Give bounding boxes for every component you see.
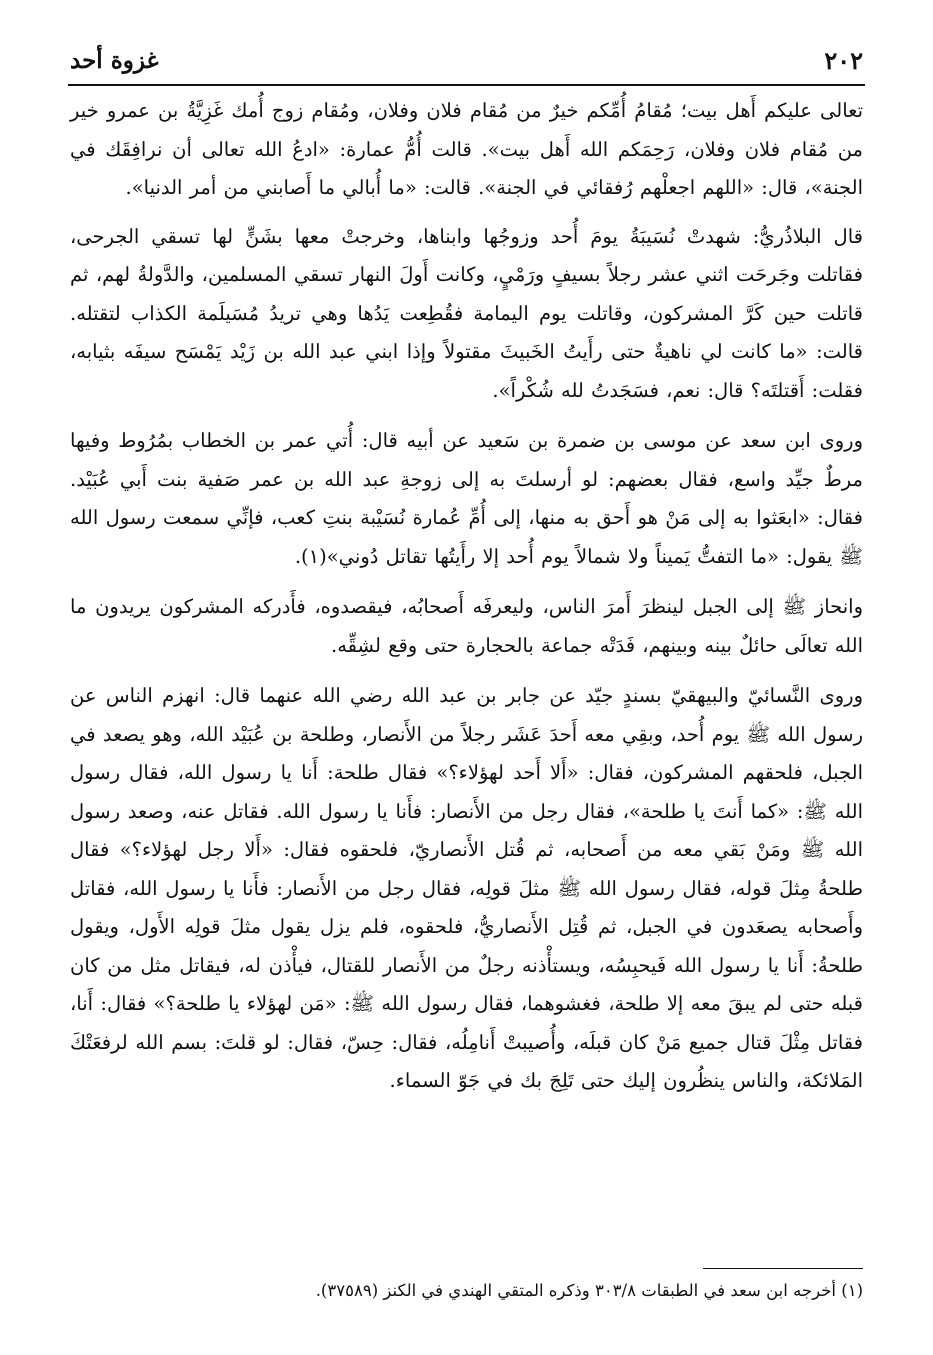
header-rule [68,84,865,86]
paragraph-nasai: وروى النَّسائيّ والبيهقيّ بسندٍ جيّد عن جابر بن عبد الله رضي الله عنهما قال: انهزم الناس عن رسول الله ﷺ يوم أُحد، وبقِي معه أَحدَ عَشَر رجلاً من الأَنصار، وطلحة بن عُبَيْد الله، وهو يصعد في الجبل، فلحقهم المشركون، فقال: «أَلا أَحد لهؤلاء؟» فقال طلحة: أَنا يا رسول الله، فقال رسول الله ﷺ: «كما أَنتَ يا طلحة»، فقال رجل من الأَنصار: فأَنا يا رسول الله. فقاتل عنه، وصعد رسول الله ﷺ ومَنْ بَقي معه من أَصحابه، ثم قُتل الأَنصاريّ، فلحقوه فقال: «أَلا رجل لهؤلاء؟» فقال طلحةُ مِثلَ قوله، فقال رسول الله ﷺ مثلَ قولِه، فقال رجل من الأَنصار: فأَنا يا رسول الله، فقاتل وأَصحابه يصعَدون في الجبل، ثم قُتِل الأَنصاريُّ، فلحقوه، فلم يزل يقول مثلَ قولِه الأَول، ويقول طلحةُ: أَنا يا رسول الله فَيحبِسُه، ويستأْذنه رجلٌ من الأَنصار للقتال، فيأْذن له، فيقاتل مثل من كان قبله حتى لم يبقَ معه إلا طلحة، فغشوهما، فقال رسول الله ﷺ: «مَن لهؤلاء يا طلحة؟» فقال: أَنا، فقاتل مِثْلَ قتال جميع مَنْ كان قبلَه، وأُصيبتْ أَنامِلُه، فقال: حِسّ، فقال: لو قلتَ: بسم الله لرفعَتْكَ المَلائكة، والناس ينظُرون إليك حتى تَلِجَ بك في جَوّ السماء. [70,684,863,1092]
paragraph-mountain: وانحاز ﷺ إلى الجبل لينظرَ أَمرَ الناس، وليعرفَه أَصحابُه، فيقصدوه، فأَدركه المشركون يريدون ما الله تعالَى حائلٌ بينه وبينهم، فَدَتْه جماعة بالحجارة حتى وقع لشِقِّه. [70,595,863,657]
paragraph-umm-umara: تعالى عليكم أَهل بيت؛ مُقامُ أُمِّكم خيرٌ من مُقام فلان وفلان، ومُقام زوج أُمك غَزِيَّةُ بن عمرو خير من مُقام فلان وفلان، رَحِمَكم الله أَهل بيت». قالت أُمُّ عمارة: «ادعُ الله تعالى أن نرافِقَك في الجنة»، قال: «اللهم اجعلْهم رُفقائي في الجنة». قالت: «ما أُبالي ما أَصابني من أمر الدنيا». [70,99,863,199]
footnote: (١) أخرجه ابن سعد في الطبقات ٣٠٣/٨ وذكره المتقي الهندي في الكنز (٣٧٥٨٩). [315,1281,863,1300]
running-title: غزوة أحد [70,46,159,74]
paragraph-baladhuri: قال البلاذُريُّ: شهدتْ نُسَيبَةُ يومَ أُحد وزوجُها وابناها، وخرجتْ معها بشَنٍّ لها تسقي الجرحى، فقاتلت وجَرحَت اثني عشر رجلاً بسيفٍ ورَمْيٍ، وكانت أَولَ النهار تسقي المسلمين، والدَّولةُ لهم، ثم قاتلت حين كَرَّ المشركون، وقاتلت يوم اليمامة فقُطِعت يَدُها وهي تريدُ مُسَيلَمة الكذاب لتقتله. قالت: «ما كانت لي ناهيةٌ حتى رأَيتُ الخَبيثَ مقتولاً وإذا ابني عبد الله بن زَيْد يَمْسَح سيفَه بثيابه، فقلت: أَقتلتَه؟ قال: نعم، فسَجَدتُ لله شُكْراً». [70,224,863,402]
main-text [70,92,863,1113]
paragraph-ibn-saad: وروى ابن سعد عن موسى بن ضمرة بن سَعيد عن أبيه قال: أُتي عمر بن الخطاب بمُرُوط وفيها مرطٌ جيِّد واسع، فقال بعضهم: لو أرسلتَ به إلى زوجةِ عبد الله بن عمر صَفية بنت أَبي عُبَيْد. فقال: «ابعَثوا به إلى مَنْ هو أَحق به منها، إلى أُمِّ عُمارة نُسَيْبة بنتِ كعب، فإنِّي سمعت رسول الله ﷺ يقول: «ما التفتُّ يَميناً ولا شمالاً يوم أُحد إلا رأَيتُها تقاتل دُوني»(١). [70,429,863,568]
page-number: ٢٠٢ [824,45,863,75]
footnote-rule [703,1268,863,1269]
page-header [70,40,863,80]
